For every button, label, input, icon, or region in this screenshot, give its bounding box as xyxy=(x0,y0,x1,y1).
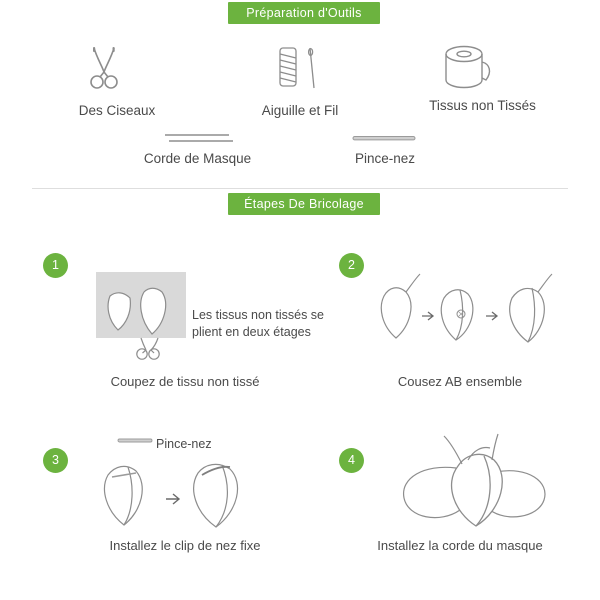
tool-label-cord: Corde de Masque xyxy=(143,151,252,166)
tool-label-nose-clip: Pince-nez xyxy=(354,151,416,166)
needle-and-thread-icon xyxy=(274,44,334,94)
tool-label-fabric: Tissus non Tissés xyxy=(429,98,536,113)
step1-fabric-pieces-icon xyxy=(96,268,196,368)
step3-nose-clip-bar-icon xyxy=(118,437,158,447)
step-number-1: 1 xyxy=(43,253,68,278)
section-divider xyxy=(32,188,568,189)
fabric-roll-icon xyxy=(438,42,500,94)
tool-label-scissors: Des Ciseaux xyxy=(78,103,156,118)
elastic-cord-icon xyxy=(163,130,235,148)
step1-note: Les tissus non tissés se plient en deux étages xyxy=(192,308,325,339)
step3-caption: Installez le clip de nez fixe xyxy=(109,538,261,553)
nose-wire-icon xyxy=(352,133,418,145)
step-number-4: 4 xyxy=(339,448,364,473)
step3-note: Pince-nez xyxy=(156,437,212,451)
step-number-3: 3 xyxy=(43,448,68,473)
scissors-icon xyxy=(78,42,130,94)
tools-section-banner: Préparation d'Outils xyxy=(228,2,380,24)
step-number-2: 2 xyxy=(339,253,364,278)
step2-caption: Cousez AB ensemble xyxy=(397,374,523,389)
step3-mask-sequence-icon xyxy=(92,455,282,535)
step4-mask-with-cords-icon xyxy=(378,432,568,537)
step4-caption: Installez la corde du masque xyxy=(377,538,543,553)
step2-sewing-sequence-icon xyxy=(372,268,572,358)
tool-label-needle-thread: Aiguille et Fil xyxy=(261,103,339,118)
step1-caption: Coupez de tissu non tissé xyxy=(110,374,260,389)
steps-section-banner: Étapes De Bricolage xyxy=(228,193,380,215)
